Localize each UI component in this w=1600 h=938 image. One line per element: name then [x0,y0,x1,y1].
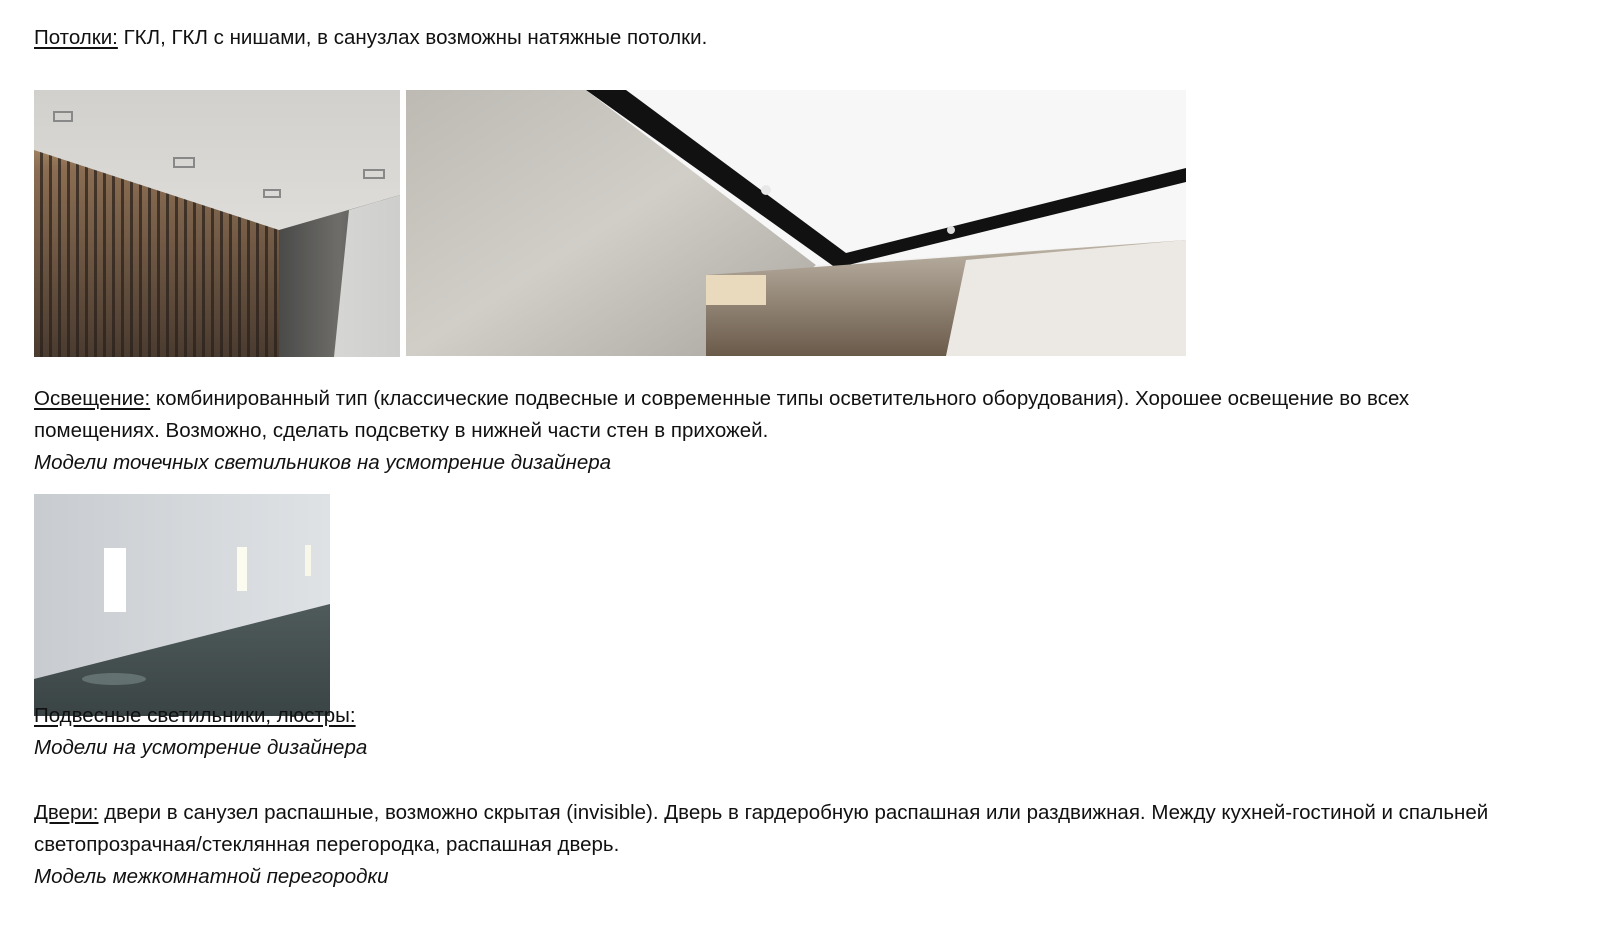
lighting-heading: Освещение: [34,387,151,410]
doors-text-line1: двери в санузел распашные, возможно скрытая (invisible). Дверь в гардеробную распашная или раздвижная. Между кухней-гостиной и спальней [98,801,1489,824]
doors-paragraph-line1 [34,800,1488,826]
spotlights-note: Модели точечных светильников на усмотрение дизайнера [34,451,612,474]
lighting-text-line1: комбинированный тип (классические подвесные и современные типы осветительного оборудования). Хорошее освещение во всех [150,387,1410,410]
pendants-note: Модели на усмотрение дизайнера [34,736,368,759]
doors-note: Модель межкомнатной перегородки [34,865,389,888]
ceilings-heading: Потолки: [34,26,118,49]
doors-heading: Двери: [34,801,99,824]
lighting-paragraph-line1 [34,386,1409,412]
lighting-photo-wall-recessed [34,494,330,716]
pendants-heading: Подвесные светильники, люстры: [34,704,356,727]
ceiling-photo-niche-track [406,90,1186,356]
lighting-text-line2: помещениях. Возможно, сделать подсветку в нижней части стен в прихожей. [34,419,769,442]
doors-text-line2: светопрозрачная/стеклянная перегородка, распашная дверь. [34,833,620,856]
ceilings-paragraph [34,25,707,51]
ceilings-text: ГКЛ, ГКЛ с нишами, в санузлах возможны натяжные потолки. [117,26,708,49]
ceiling-photo-slatted-wall [34,90,400,357]
